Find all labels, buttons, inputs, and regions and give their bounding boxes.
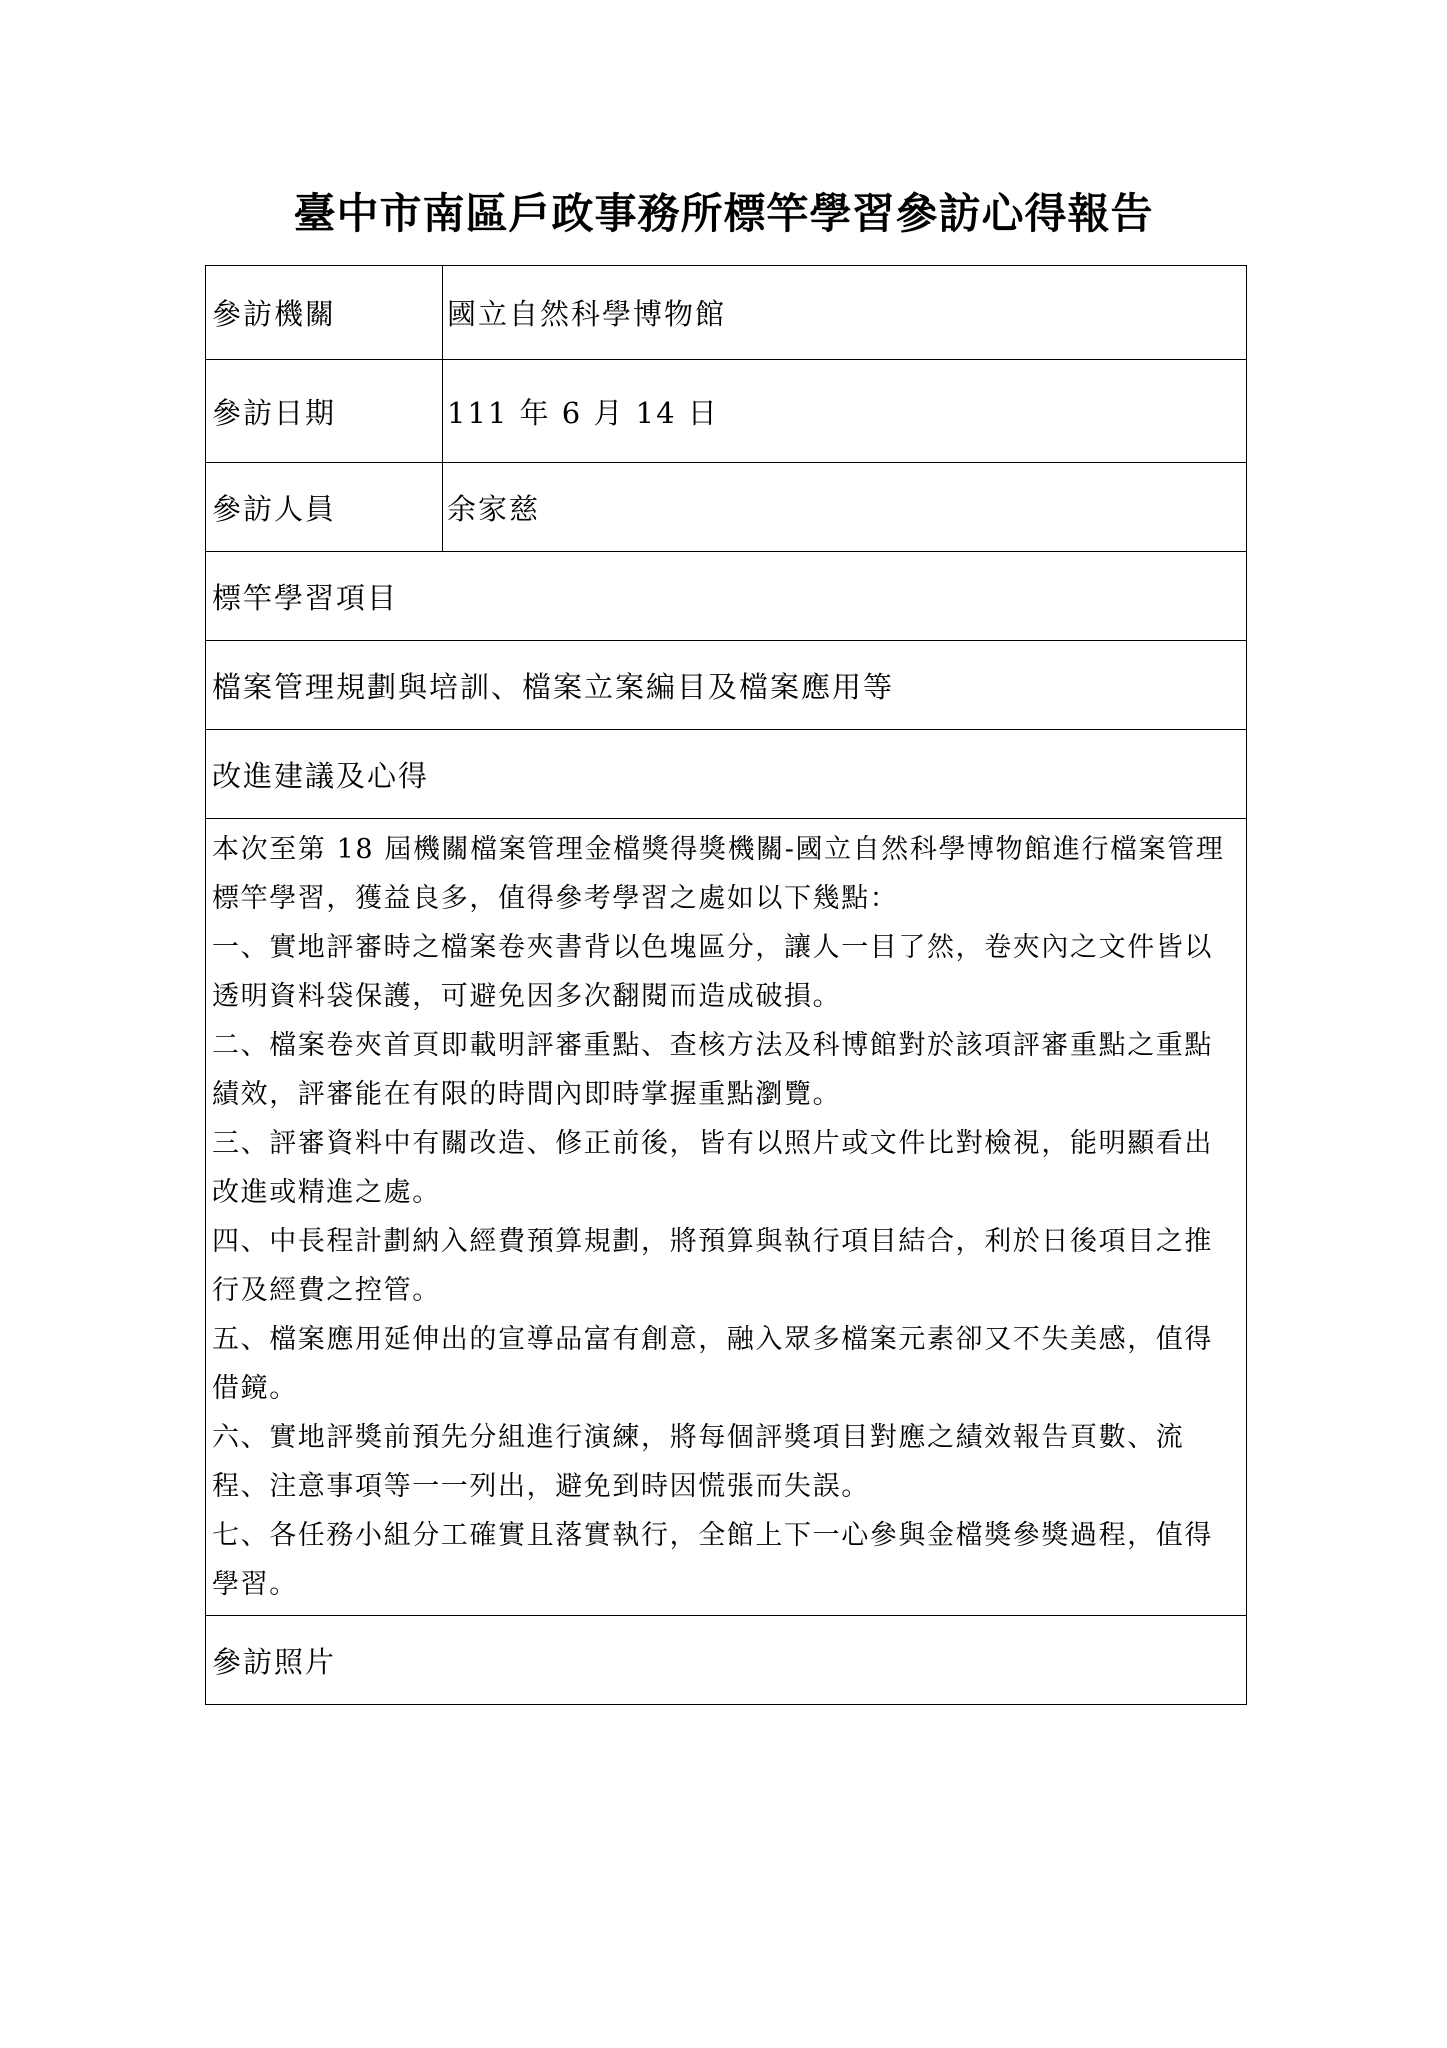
benchmark-value: 檔案管理規劃與培訓、檔案立案編目及檔案應用等 [206, 641, 1247, 730]
content-line: 改進或精進之處。 [212, 1177, 441, 1208]
date-label: 參訪日期 [206, 360, 443, 463]
date-value: 111 年 6 月 14 日 [443, 360, 1247, 463]
content-line: 二、檔案卷夾首頁即載明評審重點、查核方法及科博館對於該項評審重點之重點 [212, 1030, 1213, 1061]
suggestions-content [206, 819, 1247, 1616]
content-line: 五、檔案應用延伸出的宣導品富有創意，融入眾多檔案元素卻又不失美感，值得 [212, 1324, 1213, 1355]
benchmark-label-row [206, 552, 1247, 641]
content-line: 七、各任務小組分工確實且落實執行，全館上下一心參與金檔獎參獎過程，值得 [212, 1520, 1213, 1551]
content-line: 程、注意事項等一一列出，避免到時因慌張而失誤。 [212, 1471, 870, 1502]
date-row [206, 360, 1247, 463]
content-line: 四、中長程計劃納入經費預算規劃，將預算與執行項目結合，利於日後項目之推 [212, 1226, 1213, 1257]
content-line: 一、實地評審時之檔案卷夾書背以色塊區分，讓人一目了然，卷夾內之文件皆以 [212, 932, 1213, 963]
content-line: 借鏡。 [212, 1373, 298, 1404]
content-line: 行及經費之控管。 [212, 1275, 441, 1306]
suggestions-label: 改進建議及心得 [206, 730, 1247, 819]
staff-row [206, 463, 1247, 552]
content-line: 本次至第 18 屆機關檔案管理金檔獎得獎機關-國立自然科學博物館進行檔案管理 [212, 834, 1225, 865]
photos-label: 參訪照片 [206, 1616, 1247, 1705]
benchmark-value-row [206, 641, 1247, 730]
content-line: 學習。 [212, 1569, 298, 1600]
benchmark-label: 標竿學習項目 [206, 552, 1247, 641]
agency-label: 參訪機關 [206, 266, 443, 360]
content-line: 績效，評審能在有限的時間內即時掌握重點瀏覽。 [212, 1079, 842, 1110]
agency-value: 國立自然科學博物館 [443, 266, 1247, 360]
content-line: 透明資料袋保護，可避免因多次翻閱而造成破損。 [212, 981, 842, 1012]
report-table [205, 265, 1247, 1705]
content-line: 標竿學習，獲益良多，值得參考學習之處如以下幾點： [212, 883, 899, 914]
content-line: 三、評審資料中有關改造、修正前後，皆有以照片或文件比對檢視，能明顯看出 [212, 1128, 1213, 1159]
report-title: 臺中市南區戶政事務所標竿學習參訪心得報告 [293, 189, 1154, 238]
photos-label-row [206, 1616, 1247, 1705]
suggestions-content-row [206, 819, 1247, 1616]
agency-row [206, 266, 1247, 360]
staff-value: 余家慈 [443, 463, 1247, 552]
staff-label: 參訪人員 [206, 463, 443, 552]
suggestions-label-row [206, 730, 1247, 819]
content-line: 六、實地評獎前預先分組進行演練，將每個評獎項目對應之績效報告頁數、流 [212, 1422, 1185, 1453]
